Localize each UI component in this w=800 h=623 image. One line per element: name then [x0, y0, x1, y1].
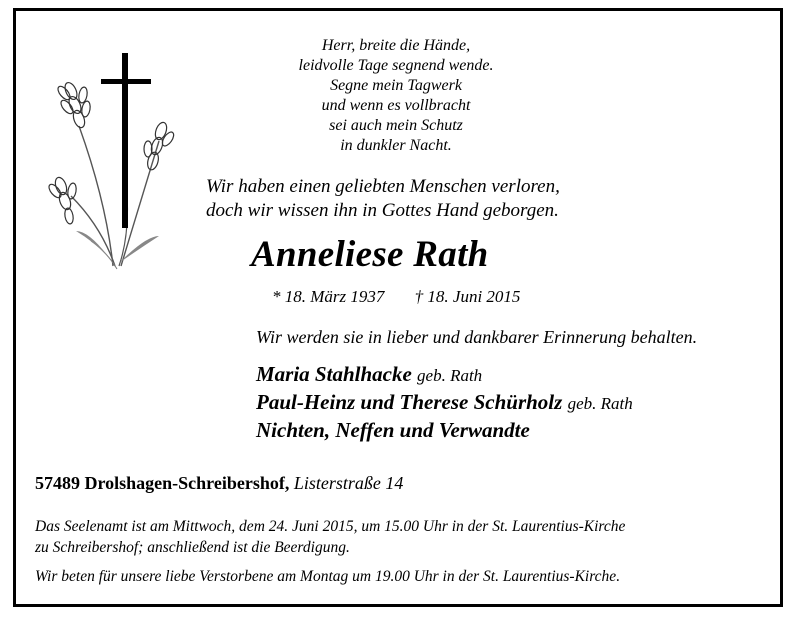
address-place: 57489 Drolshagen-Schreibershof, — [35, 473, 290, 493]
poem-line: in dunkler Nacht. — [340, 137, 452, 154]
service-info — [35, 516, 625, 558]
mourner-note: geb. Rath — [417, 366, 483, 385]
mourner-name: Nichten, Neffen und Verwandte — [256, 418, 530, 442]
mourner-entry — [256, 361, 633, 389]
quote-line: Wir haben einen geliebten Menschen verloren, — [206, 176, 560, 197]
mourner-name: Paul-Heinz und Therese Schürholz — [256, 390, 563, 414]
poem-line: Herr, breite die Hände, — [321, 37, 471, 54]
death-date: † 18. Juni 2015 — [414, 287, 521, 306]
mourner-note: geb. Rath — [567, 394, 633, 413]
poem-line: und wenn es vollbracht — [321, 97, 471, 114]
address — [35, 473, 403, 494]
address-street: Listerstraße 14 — [293, 473, 404, 493]
cross-with-wheat-icon — [31, 31, 186, 271]
service-line: zu Schreibershof; anschließend ist die Beerdigung. — [35, 539, 350, 556]
service-line: Das Seelenamt ist am Mittwoch, dem 24. Juni 2015, um 15.00 Uhr in der St. Laurentius-Kirche — [35, 518, 626, 535]
memory-line: Wir werden sie in lieber und dankbarer Erinnerung behalten. — [256, 327, 698, 347]
quote-line: doch wir wissen ihn in Gottes Hand geborgen. — [206, 200, 559, 221]
prayer-info: Wir beten für unsere liebe Verstorbene am Montag um 19.00 Uhr in der St. Laurentius-Kirche. — [35, 568, 621, 585]
mourners-list — [256, 361, 633, 445]
obituary-card — [13, 8, 783, 607]
poem — [221, 36, 571, 156]
poem-line: leidvolle Tage segnend wende. — [298, 57, 494, 74]
birth-date: * 18. März 1937 — [272, 287, 385, 306]
poem-line: sei auch mein Schutz — [329, 117, 463, 134]
mourner-entry — [256, 389, 633, 417]
quote — [206, 175, 560, 223]
mourner-name: Maria Stahlhacke — [256, 362, 412, 386]
mourner-entry — [256, 417, 633, 445]
poem-line: Segne mein Tagwerk — [330, 77, 462, 94]
deceased-name: Anneliese Rath — [251, 234, 489, 275]
life-dates — [272, 287, 520, 307]
